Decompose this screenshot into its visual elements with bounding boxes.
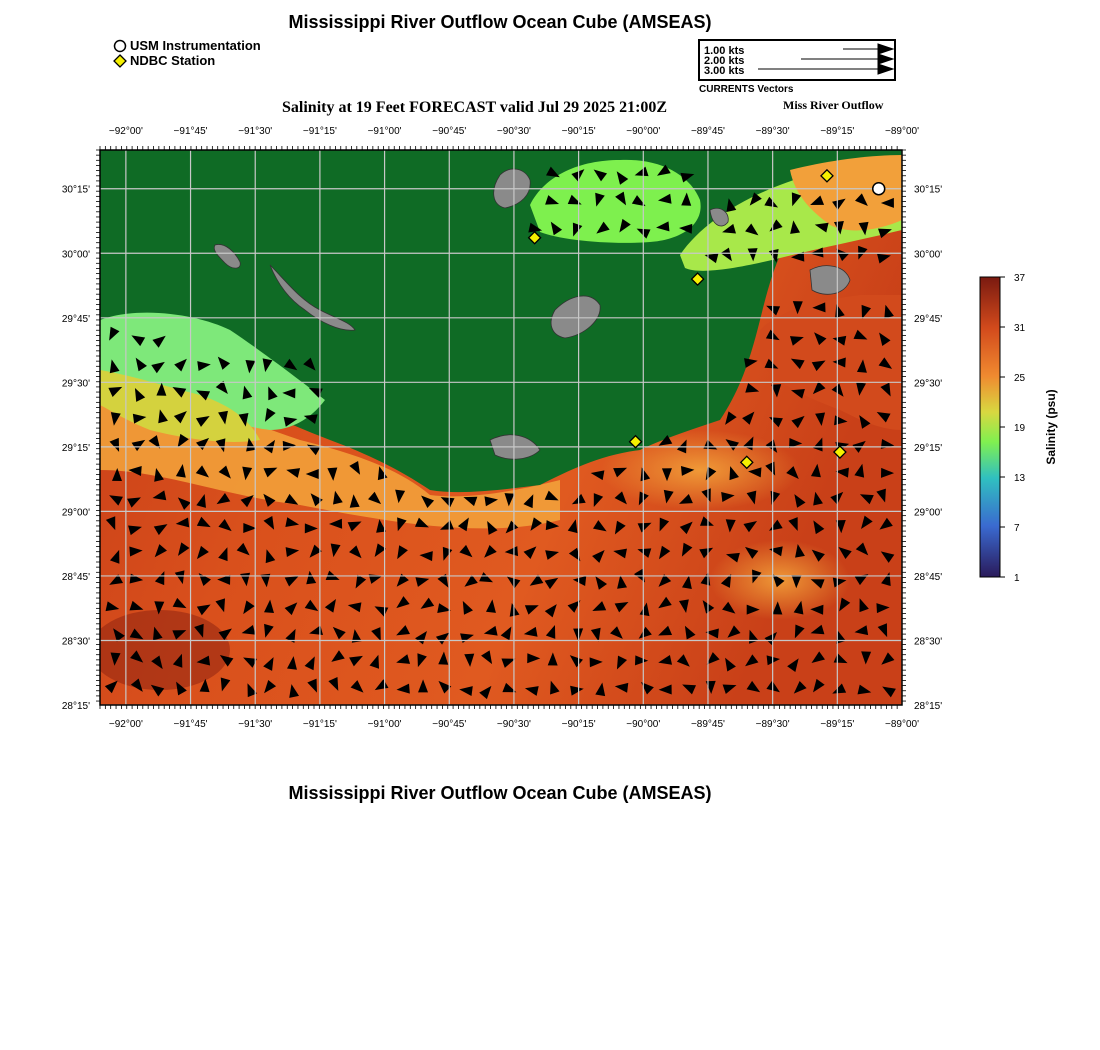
- lon-tick-label: −89°45': [690, 126, 725, 137]
- lon-labels-bottom: [109, 719, 919, 730]
- salinity-colorbar: [970, 270, 1080, 590]
- plot-title-secondary: Mississippi River Outflow Ocean Cube (AMSEAS): [288, 783, 712, 803]
- lon-tick-label: −90°15': [561, 126, 596, 137]
- lat-labels-right: [914, 185, 942, 712]
- lon-tick-label: −90°00': [626, 719, 661, 730]
- map-subtitle: Salinity at 19 Feet FORECAST valid Jul 29 2025 21:00Z: [282, 99, 668, 116]
- lon-tick-label: −90°30': [496, 719, 531, 730]
- lon-tick-label: −89°30': [755, 126, 790, 137]
- lat-tick-label: 29°15': [61, 442, 90, 454]
- lon-tick-label: −91°45': [173, 126, 208, 137]
- colorbar-tick-label: 7: [1014, 523, 1020, 534]
- lat-tick-label: 28°30': [914, 636, 943, 648]
- lon-tick-label: −91°00': [367, 719, 402, 730]
- lon-tick-label: −89°15': [820, 126, 855, 137]
- colorbar-tick-label: 13: [1014, 473, 1026, 484]
- colorbar-gradient: [980, 277, 1000, 577]
- lon-tick-label: −89°15': [820, 719, 855, 730]
- lon-tick-label: −91°15': [302, 126, 337, 137]
- lat-tick-label: 29°30': [61, 378, 90, 390]
- legend-ndbc-label: NDBC Station: [130, 53, 216, 68]
- lon-tick-label: −92°00': [108, 719, 143, 730]
- lon-labels-top: [109, 126, 919, 137]
- lon-tick-label: −89°00': [885, 126, 919, 137]
- colorbar-ticks: [1000, 273, 1026, 584]
- colorbar-tick-label: 37: [1014, 273, 1026, 284]
- vectors-key-row: 3.00 kts: [704, 65, 745, 77]
- colorbar-tick-label: 31: [1014, 323, 1026, 334]
- lat-labels-left: [62, 185, 90, 712]
- vectors-key-caption: CURRENTS Vectors: [699, 84, 794, 95]
- lon-tick-label: −90°30': [496, 126, 531, 137]
- lon-tick-label: −90°00': [626, 126, 661, 137]
- lon-tick-label: −91°15': [302, 719, 337, 730]
- lon-tick-label: −89°45': [690, 719, 725, 730]
- lat-tick-label: 30°00': [914, 249, 943, 261]
- vectors-key-row: 2.00 kts: [704, 55, 745, 67]
- high-salinity-patch: [90, 610, 230, 690]
- lon-tick-label: −89°00': [885, 719, 919, 730]
- vectors-key-row: 1.00 kts: [704, 45, 745, 57]
- legend-usm-label: USM Instrumentation: [130, 38, 261, 53]
- colorbar-label: Salinity (psu): [1044, 389, 1058, 465]
- lon-tick-label: −90°45': [432, 719, 467, 730]
- lat-tick-label: 28°45': [914, 571, 943, 583]
- lat-tick-label: 29°00': [61, 507, 90, 519]
- colorbar-tick-label: 25: [1014, 373, 1026, 384]
- colorbar-tick-label: 19: [1014, 423, 1026, 434]
- lon-tick-label: −91°00': [367, 126, 402, 137]
- lat-tick-label: 29°30': [914, 378, 943, 390]
- lat-tick-label: 29°45': [914, 313, 943, 325]
- map-source-label: Miss River Outflow: [783, 98, 884, 112]
- lon-tick-label: −92°00': [108, 126, 143, 137]
- colorbar-tick-label: 1: [1014, 573, 1020, 584]
- lon-tick-label: −90°15': [561, 719, 596, 730]
- lat-tick-label: 29°00': [914, 507, 943, 519]
- lat-tick-label: 30°00': [61, 249, 90, 261]
- lat-tick-label: 28°15': [914, 701, 943, 712]
- lat-tick-label: 28°45': [61, 571, 90, 583]
- lat-tick-label: 30°15': [61, 184, 90, 196]
- lat-tick-label: 30°15': [914, 184, 943, 196]
- lon-tick-label: −91°30': [238, 126, 273, 137]
- usm-station-marker: [873, 183, 885, 195]
- lat-tick-label: 29°15': [914, 442, 943, 454]
- lon-tick-label: −91°30': [238, 719, 273, 730]
- lat-tick-label: 28°30': [61, 636, 90, 648]
- lat-tick-label: 29°45': [61, 313, 90, 325]
- lon-tick-label: −91°45': [173, 719, 208, 730]
- plot-title: Mississippi River Outflow Ocean Cube (AMSEAS): [288, 12, 712, 32]
- lat-tick-label: 28°15': [61, 701, 90, 712]
- lon-tick-label: −90°45': [432, 126, 467, 137]
- lon-tick-label: −89°30': [755, 719, 790, 730]
